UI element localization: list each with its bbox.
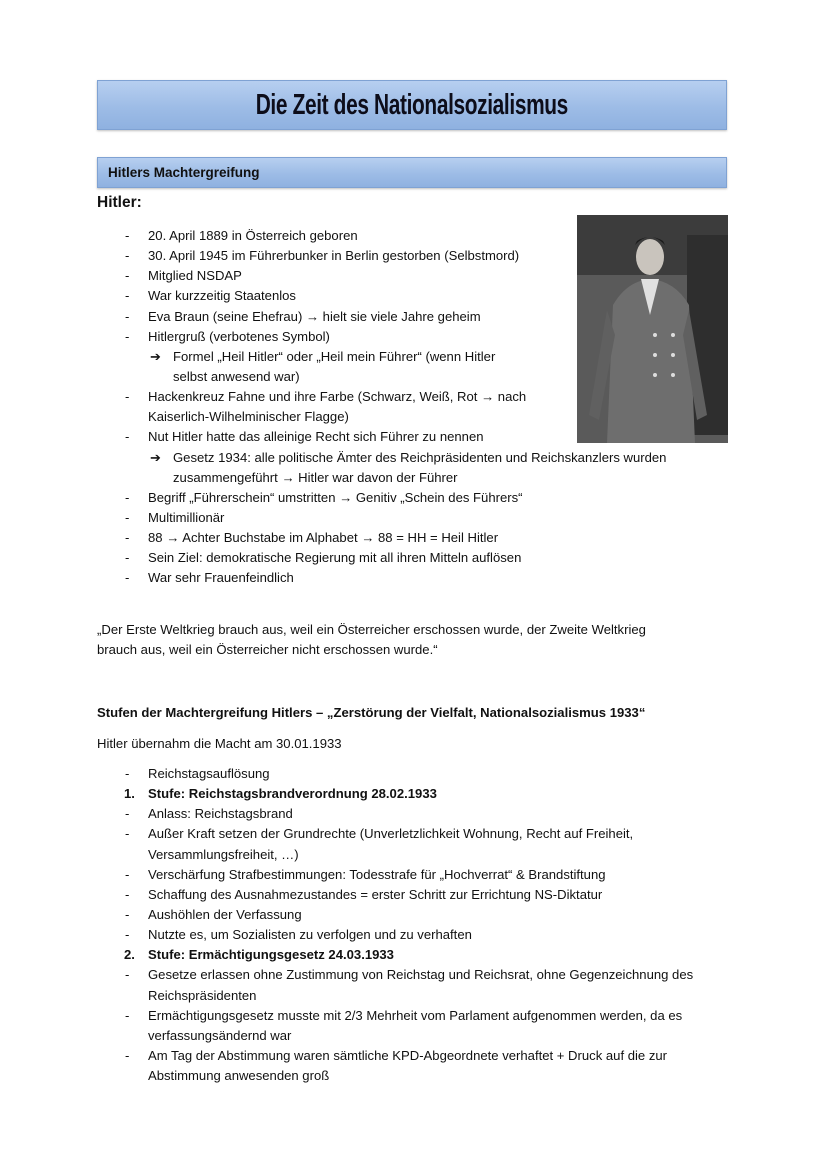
dash-bullet: - bbox=[125, 228, 130, 243]
list-item bbox=[0, 488, 828, 508]
list-item-text: Eva Braun (seine Ehefrau) → hielt sie viele Jahre geheim bbox=[148, 308, 481, 324]
dash-bullet: - bbox=[125, 509, 130, 525]
step-number: 2. bbox=[124, 947, 135, 963]
quote-line: brauch aus, weil ein Österreicher nicht erschossen wurde.“ bbox=[97, 642, 438, 658]
dash-bullet: - bbox=[125, 389, 130, 405]
section-banner bbox=[97, 157, 727, 188]
dash-bullet: - bbox=[125, 866, 130, 882]
numbered-step bbox=[0, 945, 828, 965]
dash-bullet: - bbox=[125, 766, 130, 781]
dash-bullet: - bbox=[125, 248, 130, 264]
list-item bbox=[0, 266, 828, 286]
list-item bbox=[0, 824, 828, 864]
arrow-right-icon: ➔ bbox=[150, 348, 161, 364]
list-item bbox=[0, 865, 828, 885]
list-item-text: 88 → Achter Buchstabe im Alphabet → 88 = HH = Heil Hitler bbox=[148, 530, 499, 546]
list-item bbox=[0, 548, 828, 568]
dash-bullet: - bbox=[125, 489, 130, 505]
list-item bbox=[0, 905, 828, 925]
list-item bbox=[0, 568, 828, 588]
list-item-text: Nutzte es, um Sozialisten zu verfolgen und zu verhaften bbox=[148, 927, 472, 943]
list-item bbox=[0, 925, 828, 945]
list-item bbox=[0, 804, 828, 824]
list-item bbox=[0, 965, 828, 1005]
list-item bbox=[0, 764, 828, 784]
list-item-text: Verschärfung Strafbestimmungen: Todesstrafe für „Hochverrat“ & Brandstiftung bbox=[148, 866, 606, 882]
list-item bbox=[0, 246, 828, 266]
machtuebernahme-text: Hitler übernahm die Macht am 30.01.1933 bbox=[97, 736, 342, 751]
list-item bbox=[0, 885, 828, 905]
list-item-text: Versammlungsfreiheit, …) bbox=[148, 846, 299, 862]
list-item-text: Formel „Heil Hitler“ oder „Heil mein Führer“ (wenn Hitler bbox=[173, 348, 496, 364]
dash-bullet: - bbox=[125, 429, 130, 445]
dash-bullet: - bbox=[125, 826, 130, 842]
list-item bbox=[0, 508, 828, 528]
list-item bbox=[0, 327, 828, 347]
list-item-text: zusammengeführt → Hitler war davon der Führer bbox=[173, 469, 458, 485]
list-item-text: Gesetz 1934: alle politische Ämter des Reichpräsidenten und Reichskanzlers wurden bbox=[173, 449, 667, 465]
stufen-heading: Stufen der Machtergreifung Hitlers – „Zerstörung der Vielfalt, Nationalsozialismus 1933“ bbox=[97, 705, 646, 720]
dash-bullet: - bbox=[125, 288, 130, 304]
arrow-right-icon: ➔ bbox=[150, 449, 161, 465]
list-item-text: Kaiserlich-Wilhelminischer Flagge) bbox=[148, 409, 349, 425]
dash-bullet: - bbox=[125, 927, 130, 943]
title-banner bbox=[97, 80, 727, 130]
list-item-text: Sein Ziel: demokratische Regierung mit all ihren Mitteln auflösen bbox=[148, 550, 522, 566]
arrow-sub-item bbox=[0, 347, 828, 387]
quote bbox=[97, 620, 646, 660]
list-item-text: Gesetze erlassen ohne Zustimmung von Reichstag und Reichsrat, ohne Gegenzeichnung des bbox=[148, 967, 694, 983]
dash-bullet: - bbox=[125, 967, 130, 983]
list-item-text: Reichspräsidenten bbox=[148, 987, 257, 1003]
list-item-text: verfassungsändernd war bbox=[148, 1027, 292, 1043]
numbered-step bbox=[0, 784, 828, 804]
list-item-text: 20. April 1889 in Österreich geboren bbox=[148, 228, 358, 243]
dash-bullet: - bbox=[125, 1047, 130, 1063]
dash-bullet: - bbox=[125, 886, 130, 902]
dash-bullet: - bbox=[125, 550, 130, 566]
arrow-sub-item bbox=[0, 448, 828, 488]
hitler-label: Hitler: bbox=[97, 194, 142, 211]
list-item-text: Anlass: Reichstagsbrand bbox=[148, 806, 293, 822]
dash-bullet: - bbox=[125, 1007, 130, 1023]
list-item-text: Begriff „Führerschein“ umstritten → Genitiv „Schein des Führers“ bbox=[148, 489, 523, 505]
list-item-text: Am Tag der Abstimmung waren sämtliche KPD-Abgeordnete verhaftet + Druck auf die zur bbox=[148, 1047, 668, 1063]
list-item bbox=[0, 387, 828, 427]
quote-line: „Der Erste Weltkrieg brauch aus, weil ein Österreicher erschossen wurde, der Zweite Weltkrieg bbox=[97, 622, 646, 637]
list-item-text: Hackenkreuz Fahne und ihre Farbe (Schwarz, Weiß, Rot → nach bbox=[148, 389, 527, 405]
dash-bullet: - bbox=[125, 308, 130, 324]
list-item-text: Nut Hitler hatte das alleinige Recht sich Führer zu nennen bbox=[148, 429, 484, 445]
step-number: 1. bbox=[124, 786, 135, 802]
section-title: Hitlers Machtergreifung bbox=[108, 165, 260, 180]
list-item-text: Abstimmung anwesenden groß bbox=[148, 1068, 330, 1084]
list-item-text: Schaffung des Ausnahmezustandes = erster Schritt zur Errichtung NS-Diktatur bbox=[148, 886, 603, 902]
list-item-text: Ermächtigungsgesetz musste mit 2/3 Mehrheit vom Parlament aufgenommen werden, da es bbox=[148, 1007, 683, 1023]
list-item bbox=[0, 307, 828, 327]
list-item-text: Multimillionär bbox=[148, 509, 225, 525]
dash-bullet: - bbox=[125, 268, 130, 284]
list-item bbox=[0, 427, 828, 447]
list-item bbox=[0, 1006, 828, 1046]
list-item-text: War sehr Frauenfeindlich bbox=[148, 570, 294, 586]
list-item-text: Stufe: Ermächtigungsgesetz 24.03.1933 bbox=[148, 947, 394, 963]
list-item-text: Aushöhlen der Verfassung bbox=[148, 906, 302, 922]
list-item bbox=[0, 286, 828, 306]
list-item-text: 30. April 1945 im Führerbunker in Berlin gestorben (Selbstmord) bbox=[148, 248, 520, 264]
dash-bullet: - bbox=[125, 328, 130, 344]
dash-bullet: - bbox=[125, 570, 130, 586]
list-item-text: Stufe: Reichstagsbrandverordnung 28.02.1933 bbox=[148, 786, 437, 802]
list-item bbox=[0, 528, 828, 548]
list-item-text: War kurzzeitig Staatenlos bbox=[148, 288, 296, 304]
dash-bullet: - bbox=[125, 806, 130, 822]
stufen-list bbox=[0, 764, 828, 1086]
hitler-facts-list bbox=[0, 226, 828, 589]
list-item bbox=[0, 226, 828, 246]
dash-bullet: - bbox=[125, 530, 130, 546]
list-item-text: Hitlergruß (verbotenes Symbol) bbox=[148, 328, 330, 344]
list-item bbox=[0, 1046, 828, 1086]
dash-bullet: - bbox=[125, 906, 130, 922]
page-title: Die Zeit des Nationalsozialismus bbox=[255, 88, 569, 121]
list-item-text: Außer Kraft setzen der Grundrechte (Unverletzlichkeit Wohnung, Recht auf Freiheit, bbox=[148, 826, 634, 842]
list-item-text: Mitglied NSDAP bbox=[148, 268, 242, 284]
list-item-text: Reichstagsauflösung bbox=[148, 766, 270, 781]
list-item-text: selbst anwesend war) bbox=[173, 368, 300, 384]
